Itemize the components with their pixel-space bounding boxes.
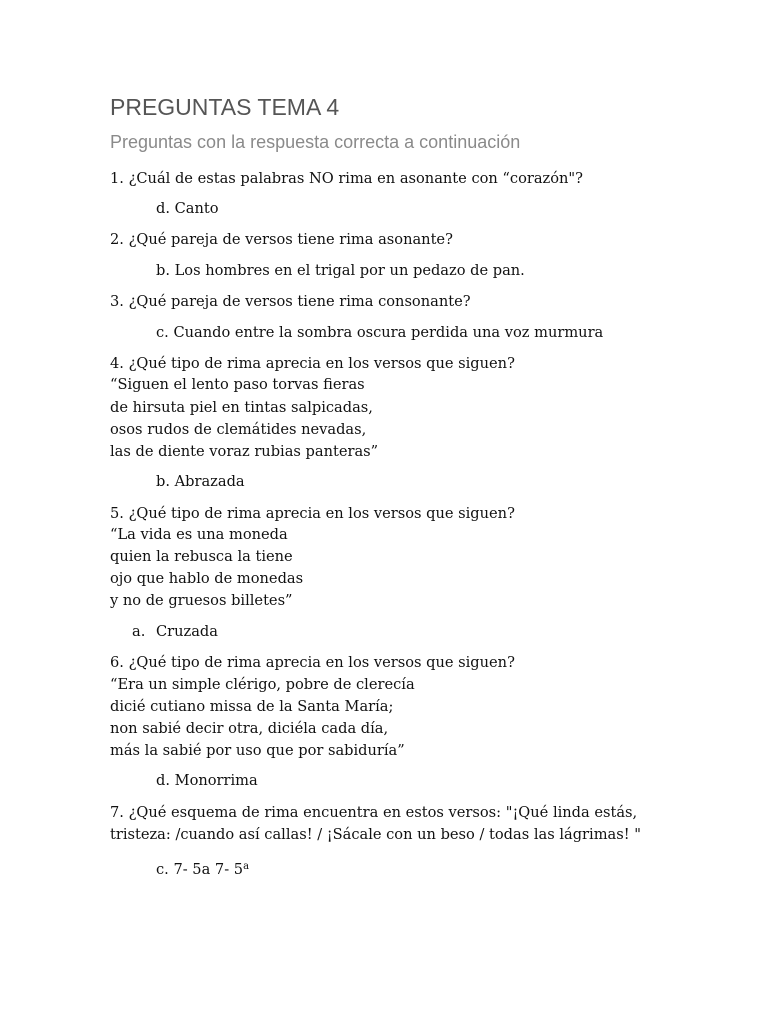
verse-line: osos rudos de clemátides nevadas, — [110, 421, 367, 438]
answer-4: b. Abrazada — [156, 473, 245, 490]
question-1: 1. ¿Cuál de estas palabras NO rima en asonante con “corazón"? — [110, 170, 583, 187]
verse-line: quien la rebusca la tiene — [110, 548, 293, 565]
answer-7-superscript: a — [243, 861, 250, 872]
answer-6: d. Monorrima — [156, 772, 258, 789]
question-6: 6. ¿Qué tipo de rima aprecia en los versos que siguen? — [110, 654, 515, 671]
verse-line: y no de gruesos billetes” — [110, 592, 293, 609]
verse-line: ojo que hablo de monedas — [110, 570, 304, 587]
verse-line: más la sabié por uso que por sabiduría” — [110, 742, 405, 759]
answer-7 — [156, 856, 249, 881]
verse-line: dicié cutiano missa de la Santa María; — [110, 698, 394, 715]
page-title: PREGUNTAS TEMA 4 — [110, 94, 340, 120]
answer-7-text: c. 7- 5a 7- 5 — [156, 861, 244, 878]
verse-line: non sabié decir otra, diciéla cada día, — [110, 720, 389, 737]
answer-2: b. Los hombres en el trigal por un pedazo de pan. — [156, 262, 525, 279]
verse-line: de hirsuta piel en tintas salpicadas, — [110, 399, 373, 416]
answer-3: c. Cuando entre la sombra oscura perdida una voz murmura — [156, 324, 604, 341]
verse-line: “Siguen el lento paso torvas fieras — [110, 376, 365, 393]
verse-line: “Era un simple clérigo, pobre de clerecía — [110, 676, 415, 693]
verse-line: “La vida es una moneda — [110, 526, 288, 543]
answer-1: d. Canto — [156, 200, 219, 217]
answer-5-letter: a. — [132, 623, 146, 640]
question-3: 3. ¿Qué pareja de versos tiene rima consonante? — [110, 293, 471, 310]
question-7-line-2: tristeza: /cuando así callas! / ¡Sácale con un beso / todas las lágrimas! " — [110, 826, 641, 843]
answer-5: Cruzada — [156, 623, 218, 640]
question-2: 2. ¿Qué pareja de versos tiene rima asonante? — [110, 231, 453, 248]
page-subtitle: Preguntas con la respuesta correcta a continuación — [110, 132, 521, 152]
question-7-line-1: 7. ¿Qué esquema de rima encuentra en estos versos: "¡Qué linda estás, — [110, 804, 638, 821]
question-4: 4. ¿Qué tipo de rima aprecia en los versos que siguen? — [110, 355, 515, 372]
question-5: 5. ¿Qué tipo de rima aprecia en los versos que siguen? — [110, 505, 515, 522]
verse-line: las de diente voraz rubias panteras” — [110, 443, 379, 460]
